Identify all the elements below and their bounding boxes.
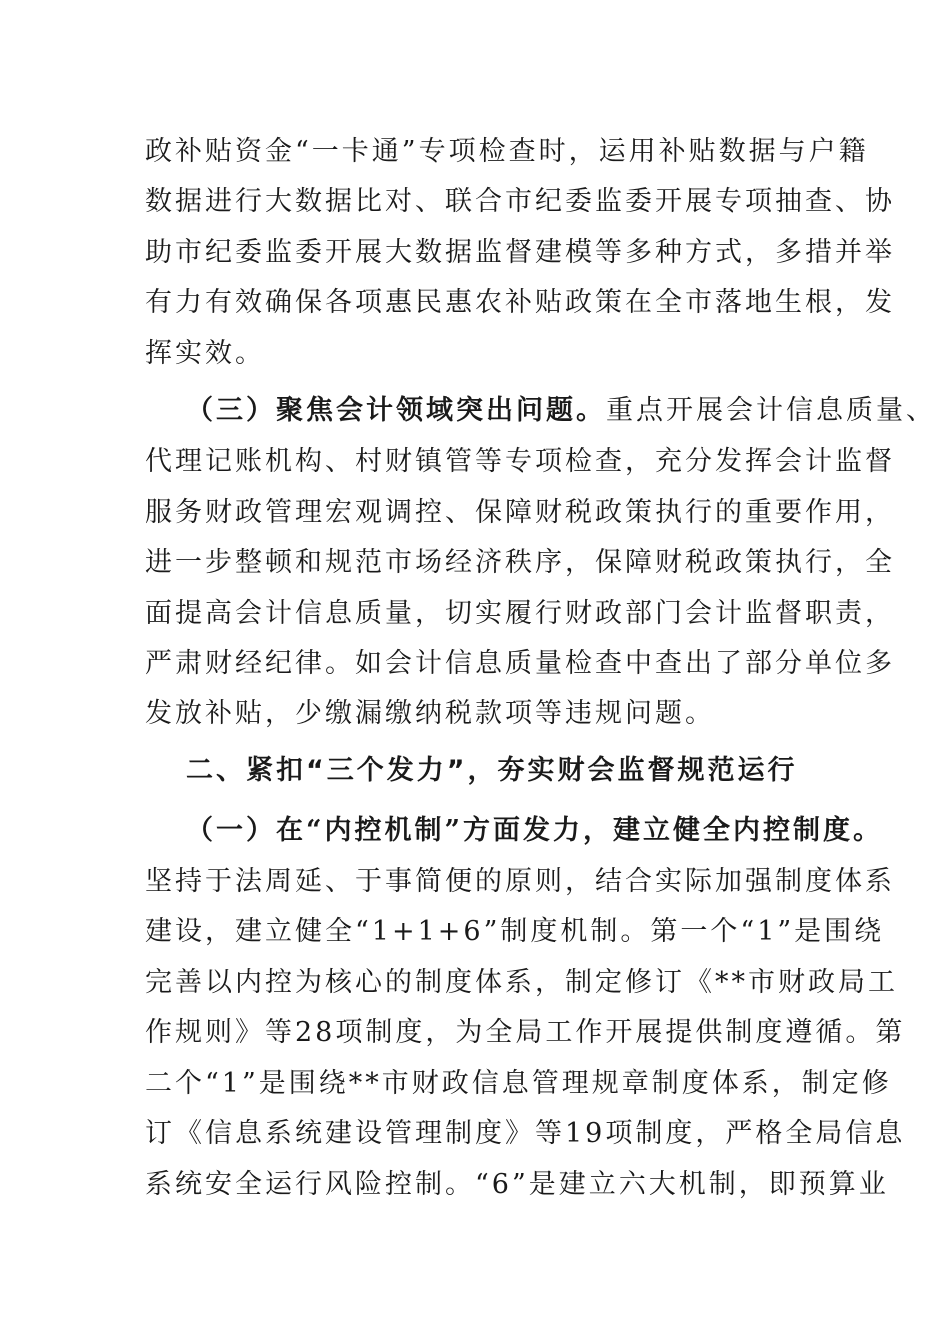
paragraph-line: 挥实效。 [145,338,265,369]
paragraph-line: 数据进行大数据比对、联合市纪委监委开展专项抽查、协 [145,186,895,217]
paragraph-line: 系统安全运行风险控制。“6”是建立六大机制，即预算业 [145,1169,889,1200]
paragraph-line: 作规则》等28项制度，为全局工作开展提供制度遵循。第 [145,1017,906,1048]
paragraph-line: 服务财政管理宏观调控、保障财税政策执行的重要作用， [145,497,895,528]
paragraph-line: 代理记账机构、村财镇管等专项检查，充分发挥会计监督 [145,446,895,477]
section-three-heading: （三）聚焦会计领域突出问题。 [186,395,606,426]
paragraph-line: 面提高会计信息质量，切实履行财政部门会计监督职责， [145,598,895,629]
paragraph-line: 进一步整顿和规范市场经济秩序，保障财税政策执行，全 [145,547,895,578]
paragraph-line: 有力有效确保各项惠民惠农补贴政策在全市落地生根，发 [145,287,895,318]
paragraph-line: 完善以内控为核心的制度体系，制定修订《**市财政局工 [145,967,898,998]
paragraph-line: 坚持于法周延、于事简便的原则，结合实际加强制度体系 [145,866,895,897]
paragraph-line: 二个“1”是围绕**市财政信息管理规章制度体系，制定修 [145,1068,892,1099]
paragraph-line: 发放补贴，少缴漏缴纳税款项等违规问题。 [145,698,715,729]
section-three-line [186,393,936,429]
section-heading: 二、紧扣“三个发力”，夯实财会监督规范运行 [186,755,798,786]
subsection-heading: （一）在“内控机制”方面发力，建立健全内控制度。 [186,815,884,846]
paragraph-line: 建设，建立健全“1+1+6”制度机制。第一个“1”是围绕 [145,916,885,947]
section-three-text: 重点开展会计信息质量、 [606,395,936,426]
paragraph-line: 助市纪委监委开展大数据监督建模等多种方式，多措并举 [145,237,895,268]
paragraph-line: 订《信息系统建设管理制度》等19项制度，严格全局信息 [145,1118,906,1149]
paragraph-line: 政补贴资金“一卡通”专项检查时，运用补贴数据与户籍 [145,136,869,167]
paragraph-line: 严肃财经纪律。如会计信息质量检查中查出了部分单位多 [145,648,895,679]
